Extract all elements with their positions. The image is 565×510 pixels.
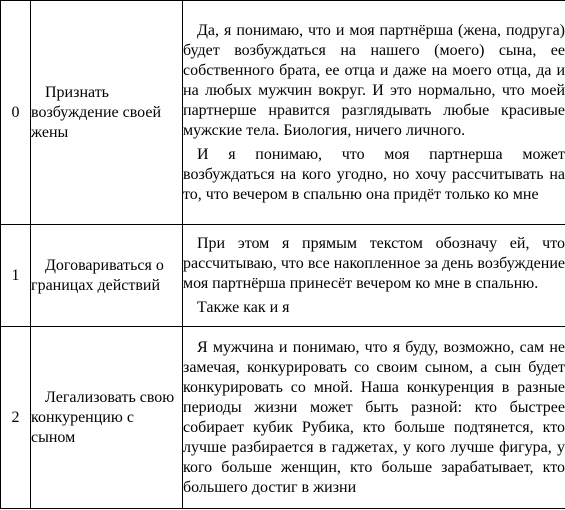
row-text-cell xyxy=(183,327,565,509)
row-title-cell xyxy=(31,327,183,509)
row-paragraph: Я мужчина и понимаю, что я буду, возможно, сам не замечая, конкурировать со своим сыном, а сын будет конкурировать со мной. Наша конкуренция в разные периоды жизни может быть разной: кто быстрее собирает кубик Рубика, кто больше подтянется, кто лучше разбирается в гаджетах, у кого лучше фигура, у кого больше женщин, кто больше зарабатывает, кто большего достиг в жизни xyxy=(183,338,565,496)
row-title-cell xyxy=(31,1,183,225)
row-text-cell xyxy=(183,1,565,225)
table-row xyxy=(1,225,565,327)
row-paragraph: Да, я понимаю, что и моя партнёрша (жена, подруга) будет возбуждаться на нашего (моего) сына, ее собственного брата, ее отца и даже на моего отца, да и на любых мужчин вокруг. И это нормально, что моей партнерше нравится разглядывать любые красивые мужские тела. Биология, ничего личного. xyxy=(183,21,565,139)
row-title-cell xyxy=(31,225,183,327)
row-number: 0 xyxy=(1,1,31,225)
row-title: Признать возбуждение своей жены xyxy=(31,83,162,141)
row-number: 1 xyxy=(1,225,31,327)
table-row xyxy=(1,327,565,509)
table-row xyxy=(1,1,565,225)
row-title: Договариваться о границах действий xyxy=(31,256,164,294)
row-title: Легализовать свою конкуренцию с сыном xyxy=(31,388,175,446)
row-paragraph: И я понимаю, что моя партнерша может возбуждаться на кого угодно, но хочу рассчитывать на то, что вечером в спальню она придёт только ко мне xyxy=(183,145,565,203)
row-text-cell xyxy=(183,225,565,327)
row-paragraph: При этом я прямым текстом обозначу ей, что рассчитываю, что все накопленное за день возбуждение моя партнёрша принесёт вечером ко мне в спальню. xyxy=(183,234,565,292)
row-paragraph: Также как и я xyxy=(197,298,290,316)
row-number: 2 xyxy=(1,327,31,509)
